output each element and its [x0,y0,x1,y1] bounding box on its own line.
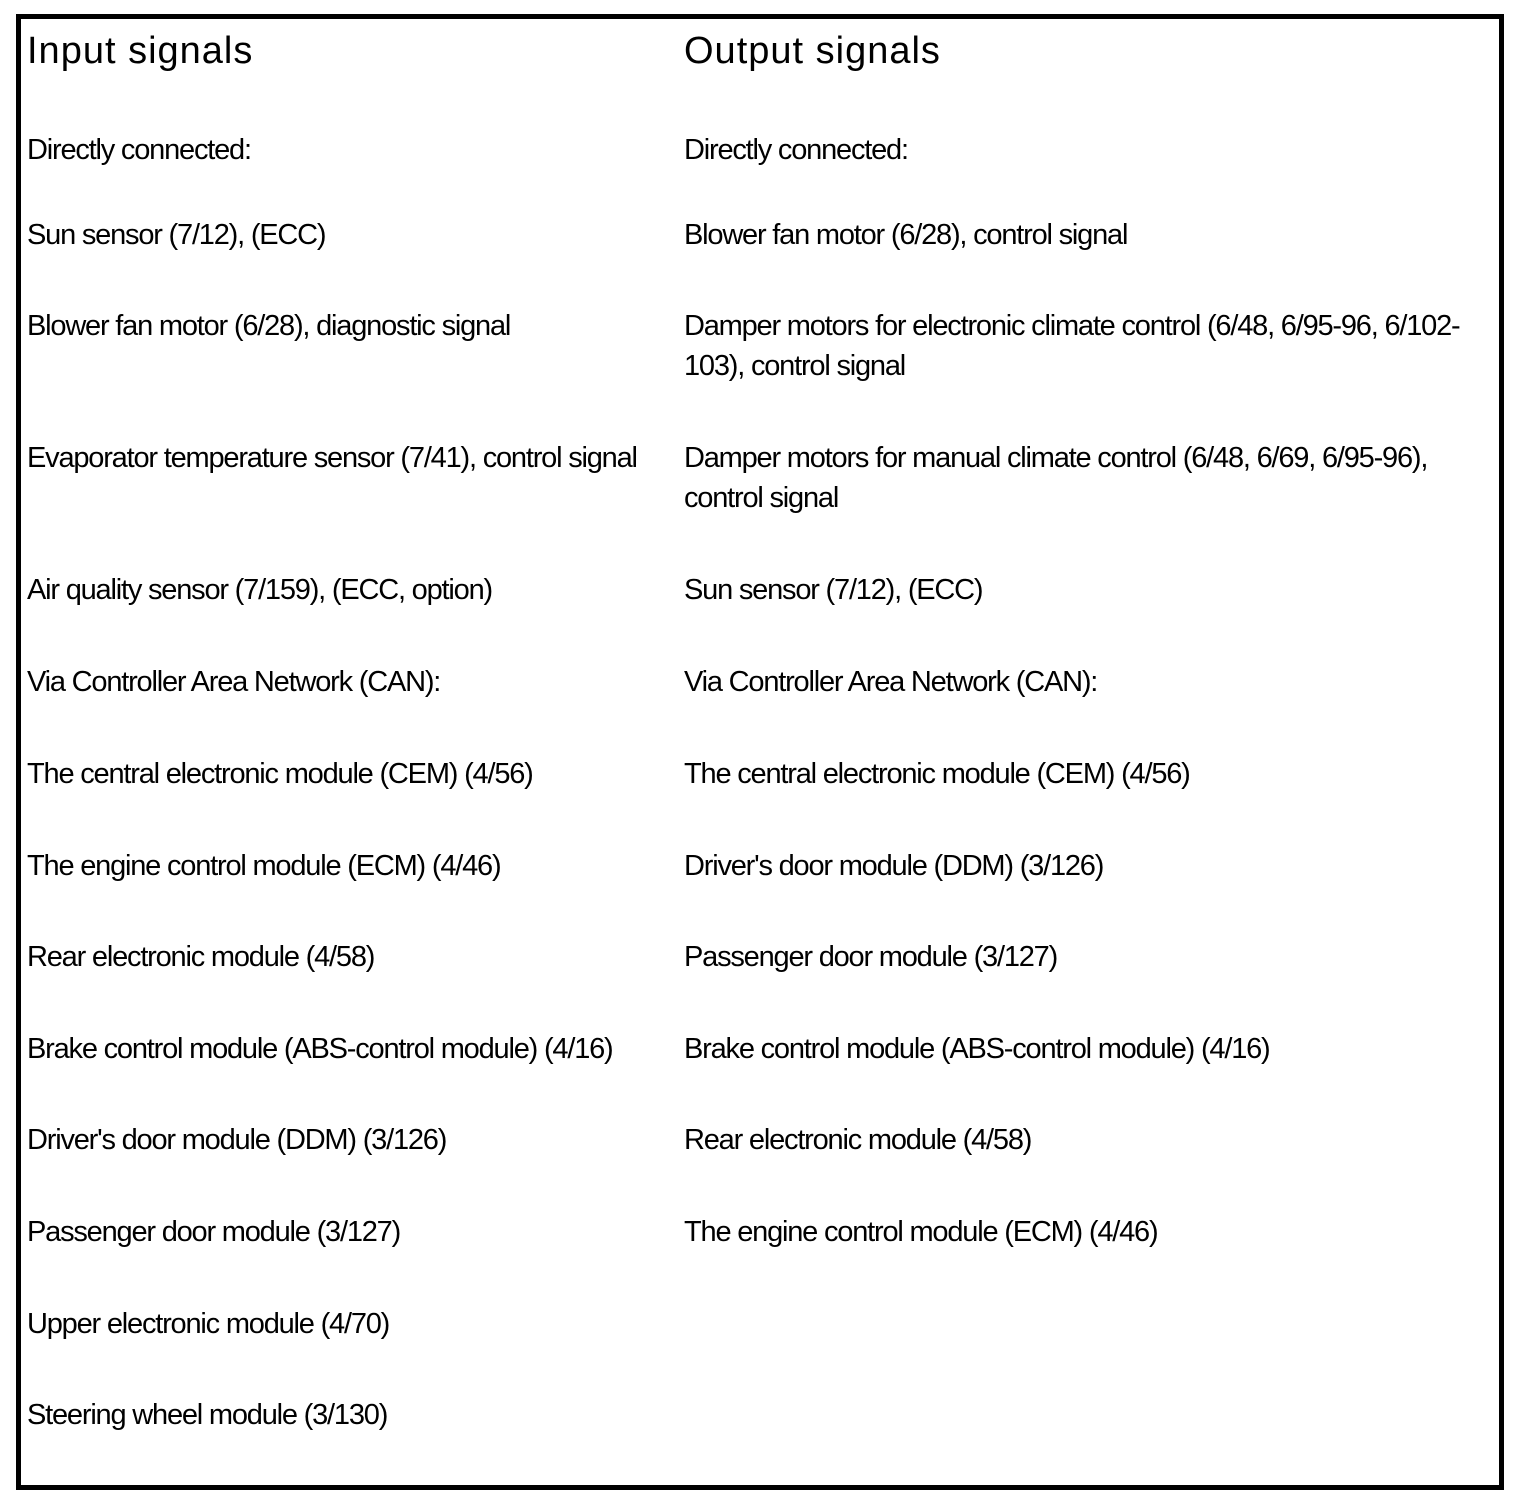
input-item: Brake control module (ABS-control module) (4/16) [27,1033,613,1065]
input-item: Driver's door module (DDM) (3/126) [27,1124,447,1156]
output-item: Blower fan motor (6/28), control signal [684,219,1128,251]
output-item: The central electronic module (CEM) (4/56) [684,758,1190,790]
input-item: Passenger door module (3/127) [27,1216,401,1248]
output-signals-heading: Output signals [684,30,941,72]
output-item: Damper motors for manual climate control (6/48, 6/69, 6/95-96), control signal [684,442,1428,514]
input-item: Steering wheel module (3/130) [27,1399,388,1431]
input-item: Evaporator temperature sensor (7/41), control signal [27,442,637,474]
output-item: Driver's door module (DDM) (3/126) [684,850,1104,882]
output-item: Passenger door module (3/127) [684,941,1058,973]
input-item: The engine control module (ECM) (4/46) [27,850,501,882]
signals-table [16,14,1504,1490]
output-item: Brake control module (ABS-control module) (4/16) [684,1033,1270,1065]
input-item: The central electronic module (CEM) (4/56) [27,758,533,790]
input-signals-heading: Input signals [27,30,254,72]
output-item: Via Controller Area Network (CAN): [684,666,1098,698]
output-item: Rear electronic module (4/58) [684,1124,1032,1156]
input-item: Sun sensor (7/12), (ECC) [27,219,326,251]
output-item: Directly connected: [684,134,908,166]
input-item: Air quality sensor (7/159), (ECC, option) [27,574,492,606]
output-item: The engine control module (ECM) (4/46) [684,1216,1158,1248]
input-item: Rear electronic module (4/58) [27,941,375,973]
output-item: Sun sensor (7/12), (ECC) [684,574,983,606]
input-item: Via Controller Area Network (CAN): [27,666,441,698]
output-item: Damper motors for electronic climate control (6/48, 6/95-96, 6/102-103), control signal [684,310,1460,382]
input-item: Blower fan motor (6/28), diagnostic signal [27,310,511,342]
input-item: Upper electronic module (4/70) [27,1308,390,1340]
input-item: Directly connected: [27,134,251,166]
